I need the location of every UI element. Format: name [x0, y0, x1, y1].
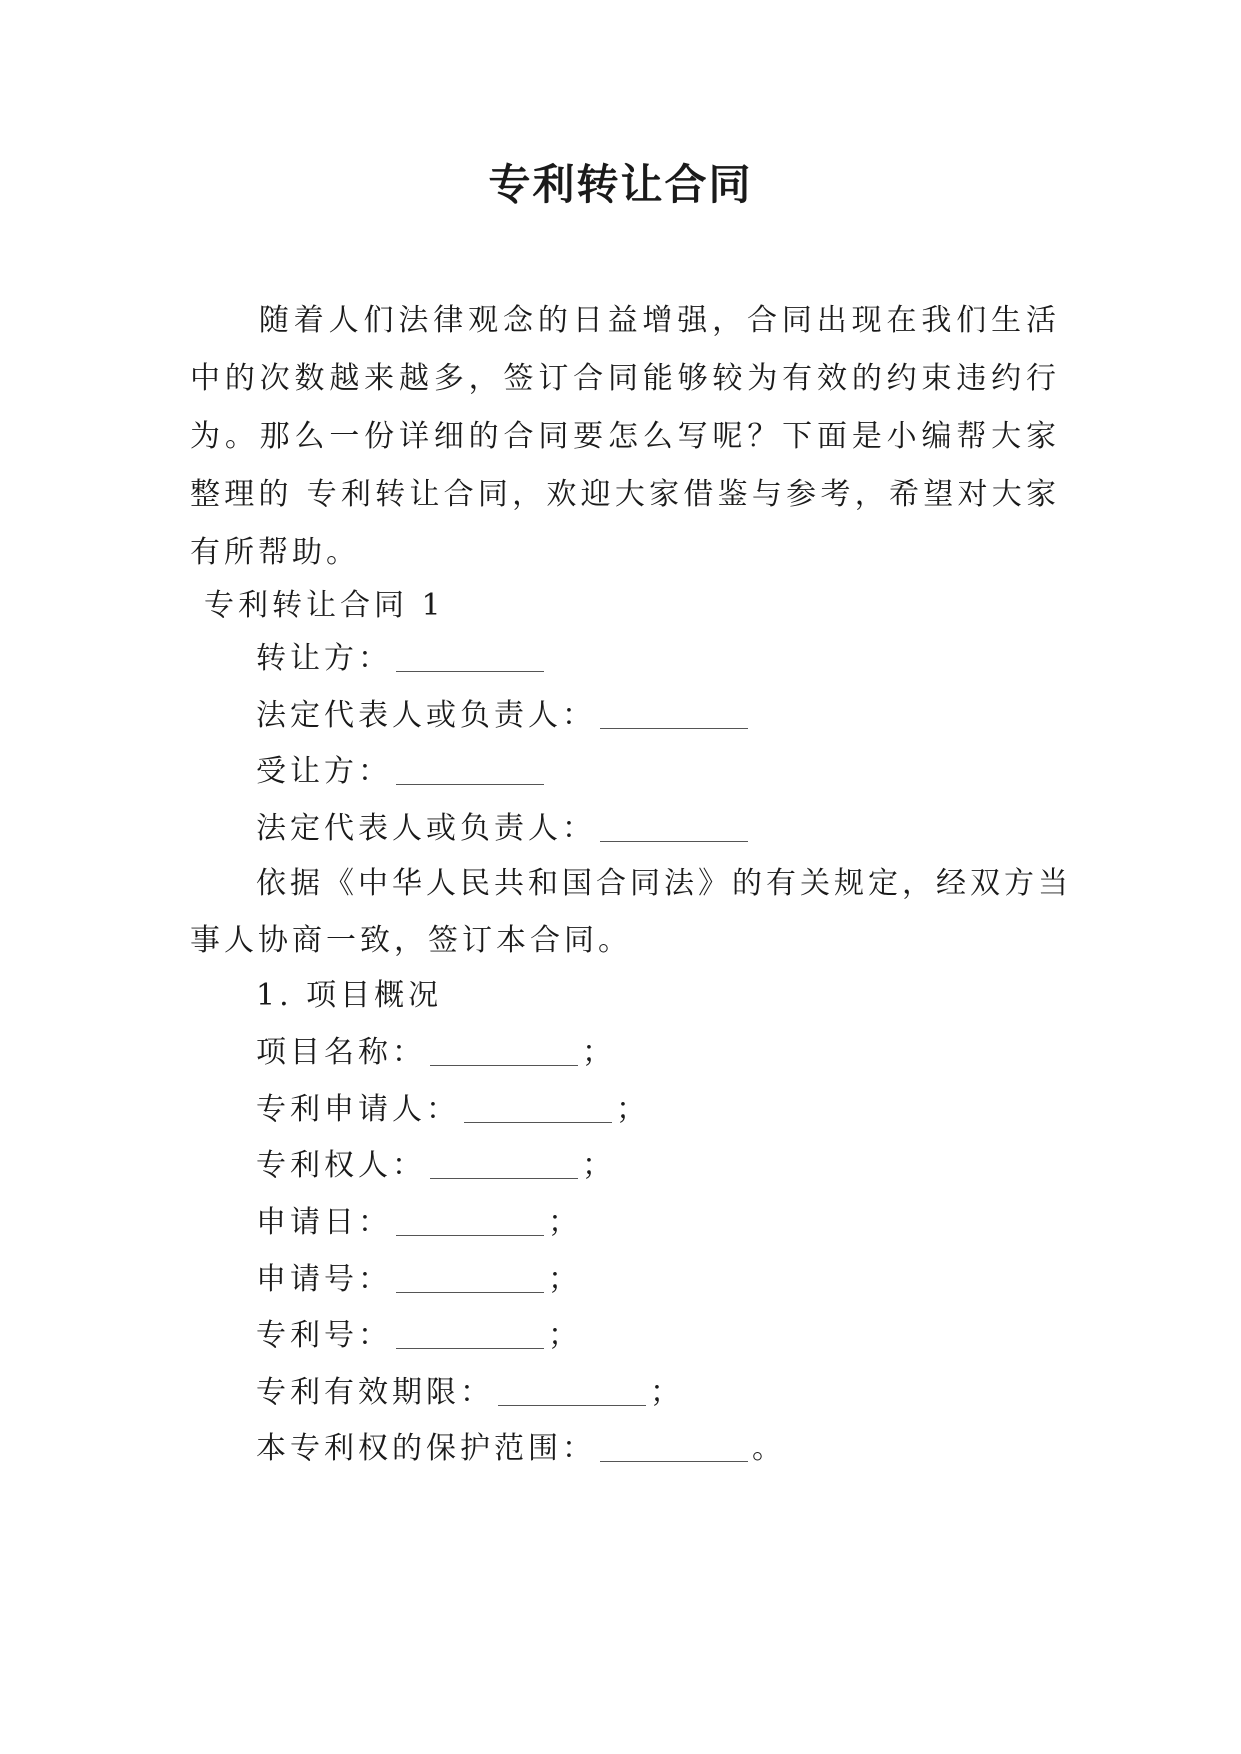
transferor-label: 转让方： [256, 641, 392, 676]
applicant-label: 专利申请人： [256, 1092, 460, 1127]
apply-date-line [256, 1197, 582, 1241]
apply-no-line [256, 1254, 582, 1298]
patent-no-blank [396, 1322, 544, 1349]
validity-blank [498, 1379, 646, 1406]
validity-line [256, 1367, 684, 1411]
legal-rep-2-line [256, 803, 752, 847]
semicolon: ； [582, 1035, 616, 1070]
scope-label: 本专利权的保护范围： [256, 1431, 596, 1466]
legal-rep-1-line [256, 690, 752, 734]
apply-no-blank [396, 1266, 544, 1293]
project-name-blank [430, 1039, 578, 1066]
semicolon: ； [548, 1318, 582, 1353]
legal-rep-2-blank [600, 815, 748, 842]
semicolon: ； [650, 1375, 684, 1410]
scope-line [256, 1423, 786, 1467]
intro-paragraph [190, 292, 1060, 582]
apply-no-label: 申请号： [256, 1262, 392, 1297]
apply-date-label: 申请日： [256, 1205, 392, 1240]
applicant-line [256, 1084, 650, 1128]
transferee-line [256, 746, 548, 790]
project-name-label: 项目名称： [256, 1035, 426, 1070]
patent-no-line [256, 1310, 582, 1354]
applicant-blank [464, 1096, 612, 1123]
patentee-line [256, 1140, 616, 1184]
legal-rep-1-label: 法定代表人或负责人： [256, 698, 596, 733]
semicolon: ； [582, 1148, 616, 1183]
transferee-label: 受让方： [256, 754, 392, 789]
legal-rep-2-label: 法定代表人或负责人： [256, 811, 596, 846]
patentee-label: 专利权人： [256, 1148, 426, 1183]
period: 。 [752, 1431, 786, 1466]
transferor-line [256, 633, 548, 677]
section-heading: 专利转让合同 1 [204, 588, 445, 623]
apply-date-blank [396, 1209, 544, 1236]
patent-no-label: 专利号： [256, 1318, 392, 1353]
semicolon: ； [616, 1092, 650, 1127]
transferor-blank [396, 645, 544, 672]
validity-label: 专利有效期限： [256, 1375, 494, 1410]
semicolon: ； [548, 1205, 582, 1240]
scope-blank [600, 1435, 748, 1462]
item1-heading: 1. 项目概况 [256, 978, 443, 1013]
legal-rep-1-blank [600, 702, 748, 729]
project-name-line [256, 1027, 616, 1071]
intro-text: 随着人们法律观念的日益增强，合同出现在我们生活中的次数越来越多，签订合同能够较为有效的约束违约行为。那么一份详细的合同要怎么写呢？下面是小编帮大家整理的 专利转让合同，欢迎大家借鉴与参考，希望对大家有所帮助。 [190, 303, 1060, 570]
transferee-blank [396, 758, 544, 785]
basis-line-2: 事人协商一致，签订本合同。 [190, 923, 632, 958]
patentee-blank [430, 1152, 578, 1179]
basis-line-1: 依据《中华人民共和国合同法》的有关规定，经双方当 [256, 866, 1072, 901]
semicolon: ； [548, 1262, 582, 1297]
document-title: 专利转让合同 [488, 160, 753, 209]
